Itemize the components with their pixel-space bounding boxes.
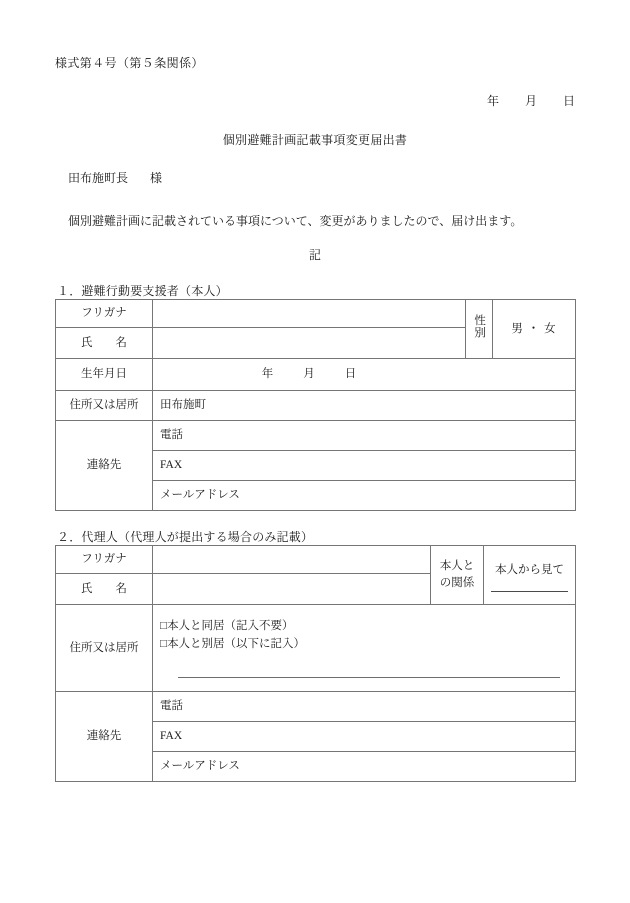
submission-date-line (487, 93, 575, 110)
input-furigana[interactable] (153, 300, 466, 328)
agent-relation-prompt: 本人から見て (495, 563, 564, 576)
document-title: 個別避難計画記載事項変更届出書 (222, 133, 408, 147)
label-name: 氏 名 (56, 328, 153, 359)
date-month-label: 月 (524, 94, 537, 108)
input-birthdate[interactable] (153, 359, 576, 391)
input-contact-fax[interactable]: FAX (153, 451, 576, 481)
label-address: 住所又は居所 (56, 391, 153, 421)
input-contact-tel[interactable]: 電話 (153, 421, 576, 451)
agent-table (55, 545, 576, 782)
section2-heading: ２．代理人（代理人が提出する場合のみ記載） (57, 530, 314, 544)
birthdate-day-label: 日 (344, 368, 357, 381)
label-agent-address: 住所又は居所 (56, 605, 153, 692)
input-address[interactable]: 田布施町 (153, 391, 576, 421)
checkbox-icon[interactable]: □ (160, 620, 167, 633)
applicant-table (55, 299, 576, 511)
label-agent-name: 氏 名 (56, 574, 153, 605)
addressee-honorific: 様 (150, 171, 163, 185)
label-agent-relation: 本人との関係 (431, 546, 484, 605)
agent-address-option-separate[interactable] (160, 636, 568, 654)
addressee-name: 田布施町長 (68, 171, 129, 185)
label-contact: 連絡先 (56, 421, 153, 511)
agent-address-cell (153, 605, 576, 692)
addressee (68, 170, 162, 187)
birthdate-month-label: 月 (303, 368, 315, 381)
gender-options[interactable]: 男 ・ 女 (493, 300, 576, 359)
date-year-label: 年 (486, 94, 499, 108)
section1-heading: １．避難行動要支援者（本人） (57, 284, 228, 298)
agent-address-option-cohabit-label: 本人と同居（記入不要） (166, 620, 294, 633)
table-row-address (56, 391, 576, 421)
table-row-agent-address (56, 605, 576, 692)
birthdate-year-label: 年 (261, 368, 274, 381)
agent-address-option-cohabit[interactable] (160, 618, 568, 636)
table-row-agent-contact-tel (56, 692, 576, 722)
ki-marker: 記 (308, 248, 321, 262)
input-agent-contact-fax[interactable]: FAX (153, 722, 576, 752)
body-text: 個別避難計画に記載されている事項について、変更がありましたので、届け出ます。 (68, 214, 523, 228)
form-number: 様式第４号（第５条関係） (55, 56, 204, 70)
agent-address-options (160, 611, 568, 654)
input-agent-furigana[interactable] (153, 546, 431, 574)
label-agent-furigana: フリガナ (56, 546, 153, 574)
table-row-agent-furigana (56, 546, 576, 574)
table-row-furigana (56, 300, 576, 328)
input-agent-contact-email[interactable]: メールアドレス (153, 752, 576, 782)
date-day-label: 日 (562, 94, 575, 108)
checkbox-icon[interactable]: □ (160, 638, 167, 650)
table-row-contact-tel (56, 421, 576, 451)
input-agent-name[interactable] (153, 574, 431, 605)
input-agent-relation[interactable] (484, 546, 576, 605)
input-contact-email[interactable]: メールアドレス (153, 481, 576, 511)
agent-address-option-separate-label: 本人と別居（以下に記入） (166, 638, 305, 650)
agent-relation-write-line[interactable] (491, 580, 568, 592)
agent-address-write-line[interactable] (178, 676, 560, 678)
label-birthdate: 生年月日 (56, 359, 153, 391)
input-agent-contact-tel[interactable]: 電話 (153, 692, 576, 722)
input-name[interactable] (153, 328, 466, 359)
label-furigana: フリガナ (56, 300, 153, 328)
label-gender: 性別 (466, 300, 493, 359)
label-agent-contact: 連絡先 (56, 692, 153, 782)
table-row-birthdate (56, 359, 576, 391)
